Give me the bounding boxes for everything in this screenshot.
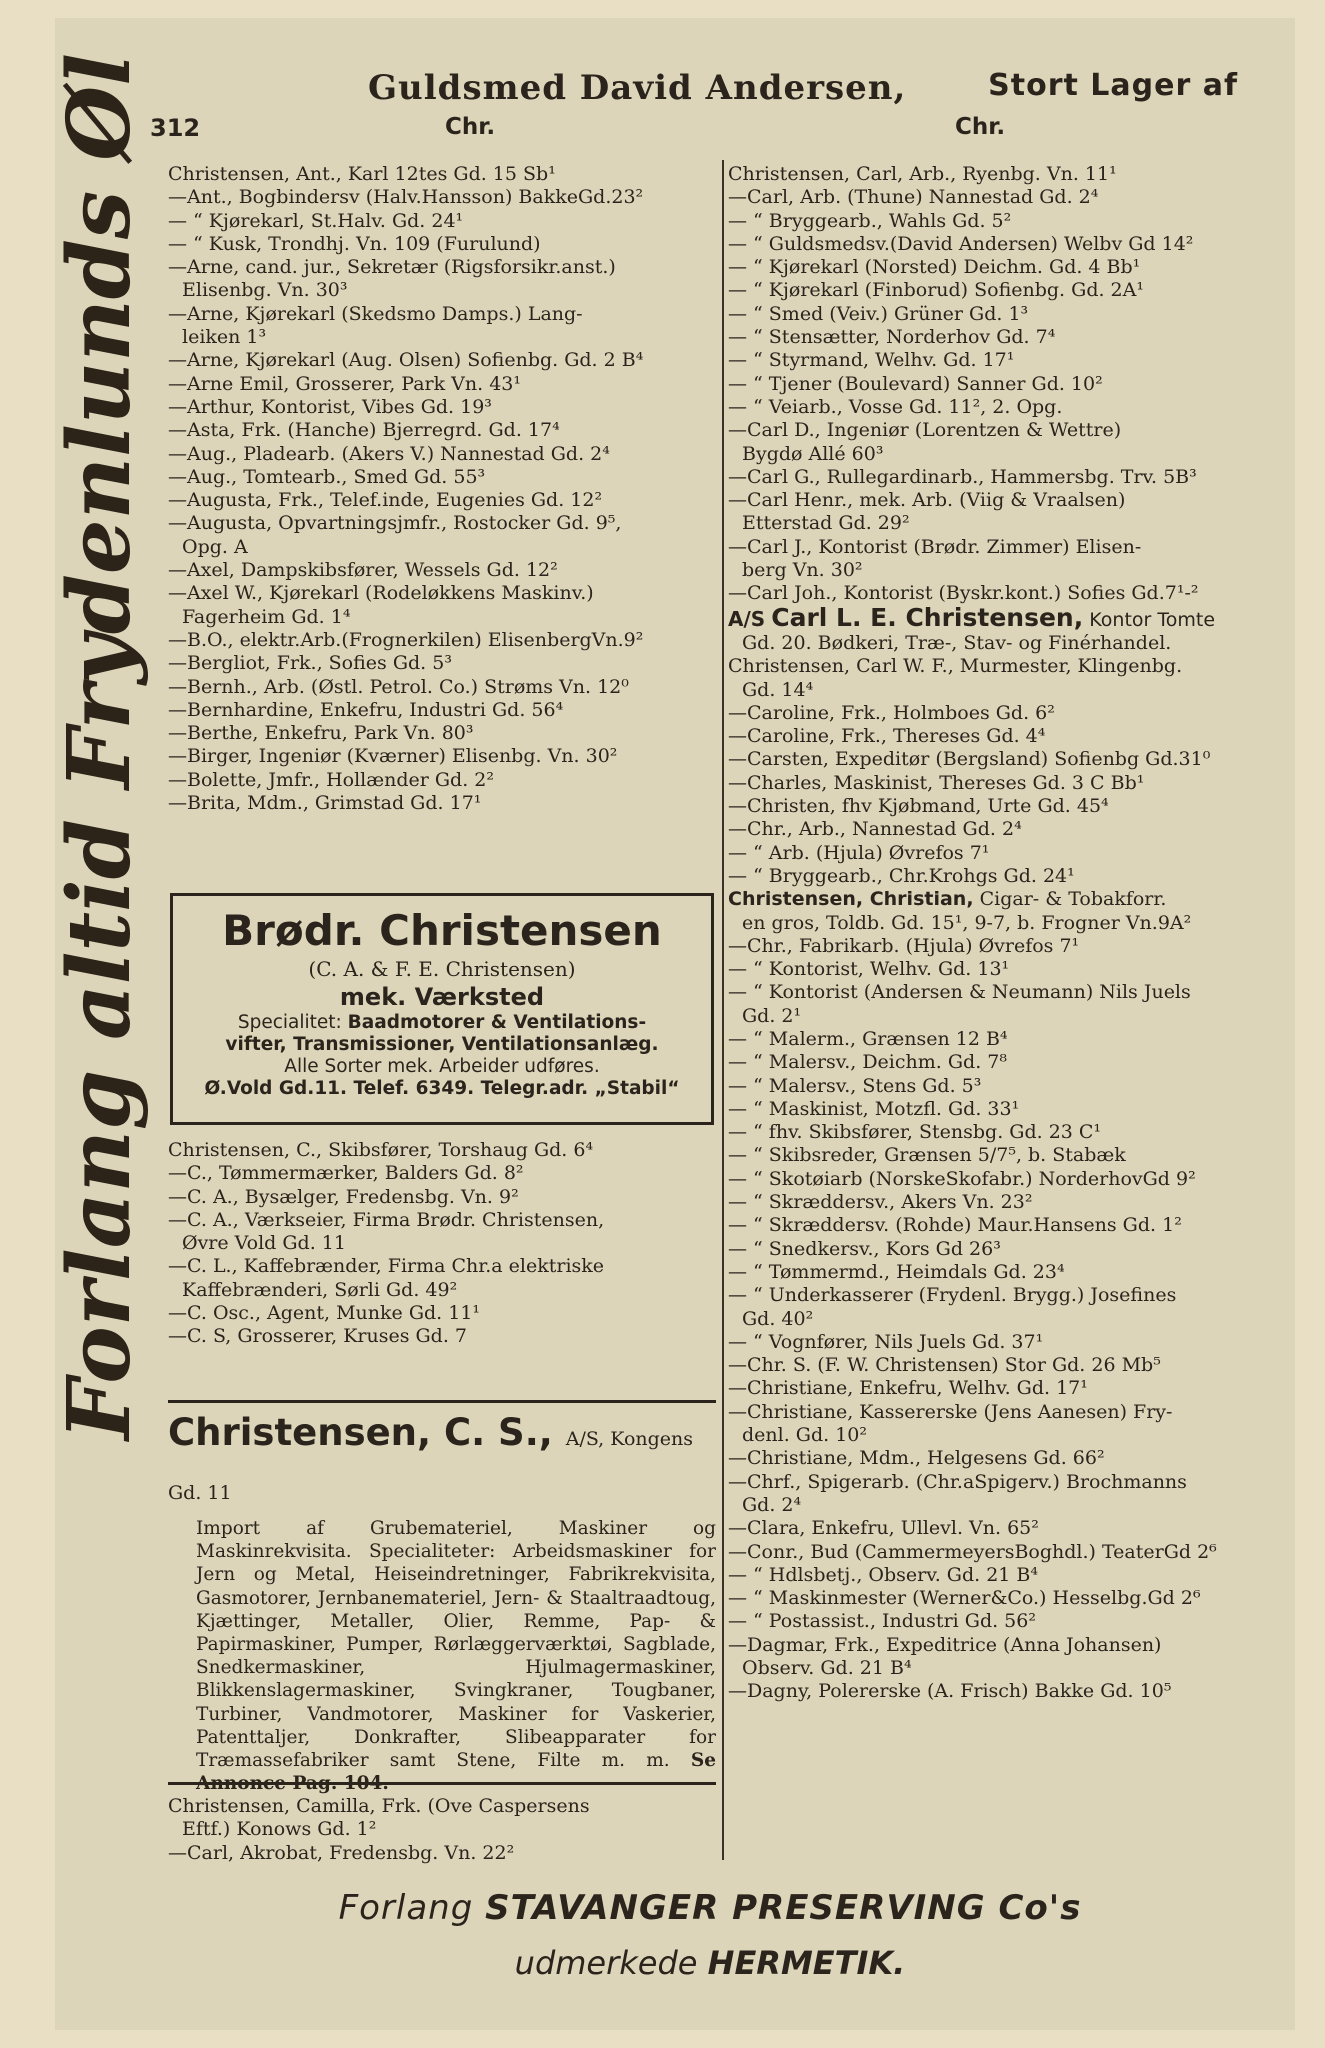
directory-entry: —Clara, Enkefru, Ullevl. Vn. 65² [728, 1517, 1039, 1540]
ad-spec-1 [173, 1012, 711, 1034]
directory-entry: —Bernhardine, Enkefru, Industri Gd. 56⁴ [168, 698, 564, 721]
directory-entry: —Chrf., Spigerarb. (Chr.aSpigerv.) Brochmanns [728, 1470, 1187, 1493]
left-block-2 [168, 1139, 716, 1349]
directory-entry: Kaffebrænderi, Sørli Gd. 49² [182, 1278, 458, 1301]
directory-entry: — “ Maskinist, Motzfl. Gd. 33¹ [728, 1097, 1020, 1120]
directory-entry: denl. Gd. 10² [742, 1424, 868, 1447]
directory-entry: —Arne, cand. jur., Sekretær (Rigsforsikr.anst.) [168, 256, 616, 279]
directory-entry: —Carl G., Rullegardinarb., Hammersbg. Trv. 5B³ [728, 465, 1197, 488]
directory-entry: —Christiane, Enkefru, Welhv. Gd. 17¹ [728, 1377, 1088, 1400]
directory-entry: —C., Tømmermærker, Balders Gd. 8² [168, 1162, 524, 1185]
directory-entry: Bygdø Allé 60³ [742, 442, 884, 465]
directory-entry: — “ Hdlsbetj., Observ. Gd. 21 B⁴ [728, 1563, 1038, 1586]
right-column-c [728, 935, 1283, 1704]
bottom-ad-brand: STAVANGER PRESERVING Co's [485, 1888, 1082, 1928]
ad-spec-label: Specialitet: [237, 1012, 348, 1033]
directory-entry: —Aug., Tomtearb., Smed Gd. 55³ [168, 465, 486, 488]
directory-entry: —Dagmar, Frk., Expeditrice (Anna Johansen) [728, 1633, 1162, 1656]
directory-entry: — “ Smed (Veiv.) Grüner Gd. 1³ [728, 302, 1029, 325]
directory-entry: — “ Vognfører, Nils Juels Gd. 37¹ [728, 1330, 1044, 1353]
directory-entry: berg Vn. 30² [742, 559, 863, 582]
directory-entry: —Carsten, Expeditør (Bergsland) Sofienbg Gd.31⁰ [728, 748, 1211, 771]
cs-body-text: Import af Grubemateriel, Maskiner og Maskinrekvisita. Specialiteter: Arbeidsmaskiner for Jern og Metal, Heiseindretninger, Fabrikrekvisita, Gasmotorer, Jernbanemateriel, Jern- & Staaltraadtoug, Kjættinger, Metaller, Olier, Remme, Pap- & Papirmaskiner, Pumper, Rørlæggerværktøi, Sagblade, Snedkermaskiner, Hjulmagermaskiner, Blikkenslagermaskiner, Svingkraner, Tougbaner, Turbiner, Vandmotorer, Maskiner for Vaskerier, Patenttaljer, Donkrafter, Slibeapparater for Træmassefabriker samt Stene, Filte m. m. [196, 1518, 716, 1772]
directory-entry: Etterstad Gd. 29² [742, 512, 910, 535]
directory-entry: —C. A., Bysælger, Fredensbg. Vn. 9² [168, 1185, 519, 1208]
directory-entry: — “ Veiarb., Vosse Gd. 11², 2. Opg. [728, 395, 1063, 418]
directory-entry: —Arne, Kjørekarl (Skedsmo Damps.) Lang- [168, 302, 583, 325]
header-chr-right: Chr. [955, 114, 1006, 140]
directory-entry: — “ fhv. Skibsfører, Stensbg. Gd. 23 C¹ [728, 1121, 1102, 1144]
directory-entry: — “ Bryggearb., Wahls Gd. 5² [728, 209, 1012, 232]
directory-entry: — “ Snedkersv., Kors Gd 26³ [728, 1237, 1001, 1260]
page-number: 312 [150, 114, 201, 142]
directory-entry: —Birger, Ingeniør (Kværner) Elisenbg. Vn. 30² [168, 745, 618, 768]
directory-entry: — “ Skibsreder, Grænsen 5/7⁵, b. Stabæk [728, 1144, 1126, 1167]
directory-entry: Observ. Gd. 21 B⁴ [742, 1657, 912, 1679]
directory-entry: —B.O., elektr.Arb.(Frognerkilen) ElisenbergVn.9² [168, 628, 644, 651]
directory-entry: —Asta, Frk. (Hanche) Bjerregrd. Gd. 17⁴ [168, 419, 560, 442]
firm-name: Carl L. E. Christensen, [771, 602, 1084, 632]
directory-entry: — “ Kjørekarl (Finborud) Sofienbg. Gd. 2A¹ [728, 279, 1144, 302]
directory-entry: —Carl J., Kontorist (Brødr. Zimmer) Elisen- [728, 535, 1142, 558]
directory-entry: —Aug., Pladearb. (Akers V.) Nannestad Gd. 2⁴ [168, 442, 610, 465]
directory-entry: —Arne Emil, Grosserer, Park Vn. 43¹ [168, 372, 522, 395]
directory-entry: — “ Kontorist, Welhv. Gd. 13¹ [728, 958, 1010, 981]
christensen-cs-ad [168, 1400, 716, 1795]
directory-entry: —Bergliot, Frk., Sofies Gd. 5³ [168, 652, 452, 675]
directory-entry: —Christiane, Mdm., Helgesens Gd. 66² [728, 1447, 1105, 1470]
directory-entry: Gd. 2⁴ [742, 1493, 802, 1516]
left-block-3 [168, 1795, 716, 1865]
cs-suffix: A/S, Kongens Gd. 11 [168, 1428, 694, 1504]
firm-rest: Kontor Tomte [1089, 608, 1216, 631]
directory-entry: —C. A., Værkseier, Firma Brødr. Christensen, [168, 1208, 605, 1231]
left-column [168, 163, 716, 815]
directory-entry: Øvre Vold Gd. 11 [182, 1232, 346, 1255]
directory-entry: Fagerheim Gd. 1⁴ [182, 605, 351, 628]
directory-entry: —C. L., Kaffebrænder, Firma Chr.a elektriske [168, 1255, 605, 1278]
directory-entry: leiken 1³ [182, 326, 267, 349]
bottom-advertisement [160, 1885, 1260, 1987]
directory-entry: — “ Kjørekarl, St.Halv. Gd. 24¹ [168, 209, 464, 232]
directory-entry: — “ Underkasserer (Frydenl. Brygg.) Josefines [728, 1284, 1177, 1307]
directory-entry: — “ Tjener (Boulevard) Sanner Gd. 10² [728, 372, 1103, 395]
christian-entry [728, 888, 1283, 911]
directory-entry: — “ Malersv., Deichm. Gd. 7⁸ [728, 1051, 1007, 1074]
directory-entry: — “ Styrmand, Welhv. Gd. 17¹ [728, 349, 1015, 372]
header-title: Guldsmed David Andersen, [368, 68, 907, 108]
directory-entry: —C. S, Grosserer, Kruses Gd. 7 [168, 1325, 468, 1348]
directory-entry: —Bernh., Arb. (Østl. Petrol. Co.) Strøms Vn. 12⁰ [168, 675, 629, 698]
directory-entry: Elisenbg. Vn. 30³ [182, 279, 348, 302]
directory-entry: —Chr., Fabrikarb. (Hjula) Øvrefos 7¹ [728, 934, 1080, 957]
ad-spec-2 [173, 1034, 711, 1056]
ad-address-text: Ø.Vold Gd.11. Telef. 6349. Telegr.adr. „Stabil“ [204, 1078, 680, 1099]
directory-entry: —Brita, Mdm., Grimstad Gd. 17¹ [168, 792, 482, 815]
cs-body [168, 1517, 716, 1795]
directory-entry: —Dagny, Polererske (A. Frisch) Bakke Gd. 10⁵ [728, 1680, 1172, 1703]
directory-entry: —Caroline, Frk., Holmboes Gd. 6² [728, 701, 1055, 724]
ad-spec-2-text: vifter, Transmissioner, Ventilationsanlæg. [225, 1034, 659, 1055]
bottom-ad-prefix: Forlang [338, 1888, 474, 1928]
directory-entry: Opg. A [182, 535, 248, 558]
directory-entry: —Axel, Dampskibsfører, Wessels Gd. 12² [168, 559, 558, 582]
directory-entry: — “ Malerm., Grænsen 12 B⁴ [728, 1027, 1008, 1050]
directory-entry: — “ Skotøiarb (NorskeSkofabr.) NorderhovGd 9² [728, 1167, 1196, 1190]
directory-entry: — “ Tømmermd., Heimdals Gd. 23⁴ [728, 1260, 1065, 1283]
directory-entry: —Carl Joh., Kontorist (Byskr.kont.) Sofies Gd.7¹-² [728, 582, 1199, 605]
ad-title: Brødr. Christensen [222, 906, 662, 955]
header-title-right: Stort Lager af [988, 68, 1238, 103]
directory-entry: — “ Postassist., Industri Gd. 56² [728, 1610, 1036, 1633]
directory-entry: — “ Skræddersv., Akers Vn. 23² [728, 1191, 1033, 1214]
directory-entry: Christensen, Ant., Karl 12tes Gd. 15 Sb¹ [168, 163, 556, 185]
directory-entry: Gd. 2¹ [742, 1004, 802, 1027]
directory-entry: Christensen, C., Skibsfører, Torshaug Gd. 6⁴ [168, 1139, 594, 1161]
ad-spec-1-text: Baadmotorer & Ventilations- [347, 1012, 647, 1033]
directory-entry: —Chr., Arb., Nannestad Gd. 2⁴ [728, 818, 1022, 841]
directory-entry: —Christen, fhv Kjøbmand, Urte Gd. 45⁴ [728, 795, 1109, 818]
directory-entry: Gd. 40² [742, 1307, 814, 1330]
directory-entry: —Carl, Arb. (Thune) Nannestad Gd. 2⁴ [728, 186, 1099, 209]
ad-line: mek. Værksted [339, 983, 545, 1011]
directory-entry: Christensen, Carl W. F., Murmester, Klingenbg. [728, 655, 1183, 678]
firm-as: A/S [728, 606, 766, 631]
directory-entry: —Berthe, Enkefru, Park Vn. 80³ [168, 722, 474, 745]
bottom-ad-line1 [160, 1885, 1260, 1931]
directory-entry: Christensen, Camilla, Frk. (Ove Caspersens [168, 1795, 590, 1817]
christian-name: Christensen, Christian, [728, 888, 974, 911]
directory-entry: — “ Arb. (Hjula) Øvrefos 7¹ [728, 841, 990, 864]
bottom-ad-line2 [160, 1939, 1260, 1987]
bottom-ad-l2-brand: HERMETIK. [707, 1944, 906, 1982]
directory-entry: —Carl D., Ingeniør (Lorentzen & Wettre) [728, 419, 1122, 442]
directory-entry: —Caroline, Frk., Thereses Gd. 4⁴ [728, 725, 1046, 748]
directory-entry: — “ Kusk, Trondhj. Vn. 109 (Furulund) [168, 232, 541, 255]
directory-entry: —Arthur, Kontorist, Vibes Gd. 19³ [168, 395, 492, 418]
directory-entry: — “ Bryggearb., Chr.Krohgs Gd. 24¹ [728, 864, 1075, 887]
directory-entry: —Christiane, Kassererske (Jens Aanesen) Fry- [728, 1400, 1173, 1423]
christian-line2: en gros, Toldb. Gd. 15¹, 9-7, b. Frogner Vn.9A² [742, 911, 1192, 934]
ad-spec-3: Alle Sorter mek. Arbeider udføres. [284, 1056, 600, 1077]
directory-entry: — “ Skræddersv. (Rohde) Maur.Hansens Gd. 1² [728, 1214, 1182, 1237]
cs-title-line [168, 1409, 716, 1517]
christian-rest: Cigar- & Tobakforr. [979, 888, 1167, 911]
directory-entry: —Augusta, Frk., Telef.inde, Eugenies Gd. 12² [168, 489, 603, 512]
cs-title: Christensen, C. S., [168, 1411, 553, 1454]
page-header [368, 52, 1248, 112]
cs-ref: Se Annonce Pag. 104. [196, 1750, 716, 1795]
firm-entry [728, 602, 1283, 632]
directory-entry: Eftf.) Konows Gd. 1² [182, 1818, 377, 1841]
directory-entry: —Bolette, Jmfr., Hollænder Gd. 2² [168, 768, 495, 791]
firm-line2: Gd. 20. Bødkeri, Træ-, Stav- og Finérhandel. [742, 631, 1172, 654]
directory-entry: —Chr. S. (F. W. Christensen) Stor Gd. 26 Mb⁵ [728, 1354, 1161, 1377]
column-divider [722, 160, 724, 1860]
brodr-christensen-ad [170, 893, 714, 1125]
directory-entry: —Charles, Maskinist, Thereses Gd. 3 C Bb¹ [728, 771, 1145, 794]
directory-entry: —Axel W., Kjørekarl (Rodeløkkens Maskinv.) [168, 582, 594, 605]
side-advertisement: Forlang altid Frydenlunds Øl [49, 53, 150, 1440]
directory-entry: —C. Osc., Agent, Munke Gd. 11¹ [168, 1302, 481, 1325]
directory-entry: —Carl Henr., mek. Arb. (Viig & Vraalsen) [728, 489, 1126, 512]
directory-entry: Christensen, Carl, Arb., Ryenbg. Vn. 11¹ [728, 163, 1117, 185]
directory-entry: —Arne, Kjørekarl (Aug. Olsen) Sofienbg. Gd. 2 B⁴ [168, 349, 644, 372]
bottom-ad-l2-prefix: udmerkede [514, 1944, 698, 1982]
directory-entry: — “ Malersv., Stens Gd. 5³ [728, 1074, 982, 1097]
right-column-b [728, 655, 1283, 888]
right-column-a [728, 163, 1283, 606]
directory-entry: — “ Kontorist (Andersen & Neumann) Nils Juels [728, 981, 1191, 1004]
ad-subtitle: (C. A. & F. E. Christensen) [308, 957, 576, 981]
right-column [728, 163, 1283, 1704]
directory-entry: —Conr., Bud (CammermeyersBoghdl.) TeaterGd 2⁶ [728, 1540, 1217, 1563]
directory-entry: — “ Maskinmester (Werner&Co.) Hesselbg.Gd 2⁶ [728, 1587, 1201, 1610]
directory-entry: — “ Kjørekarl (Norsted) Deichm. Gd. 4 Bb¹ [728, 256, 1141, 279]
header-chr-left: Chr. [445, 114, 496, 140]
directory-entry: —Augusta, Opvartningsjmfr., Rostocker Gd. 9⁵, [168, 512, 622, 535]
directory-entry: — “ Stensætter, Norderhov Gd. 7⁴ [728, 326, 1056, 349]
directory-entry: —Ant., Bogbindersv (Halv.Hansson) BakkeGd.23² [168, 186, 644, 209]
directory-entry: —Carl, Akrobat, Fredensbg. Vn. 22² [168, 1841, 515, 1864]
directory-entry: — “ Guldsmedsv.(David Andersen) Welbv Gd 14² [728, 232, 1194, 255]
ad-address [173, 1078, 711, 1100]
directory-entry: Gd. 14⁴ [742, 678, 814, 701]
